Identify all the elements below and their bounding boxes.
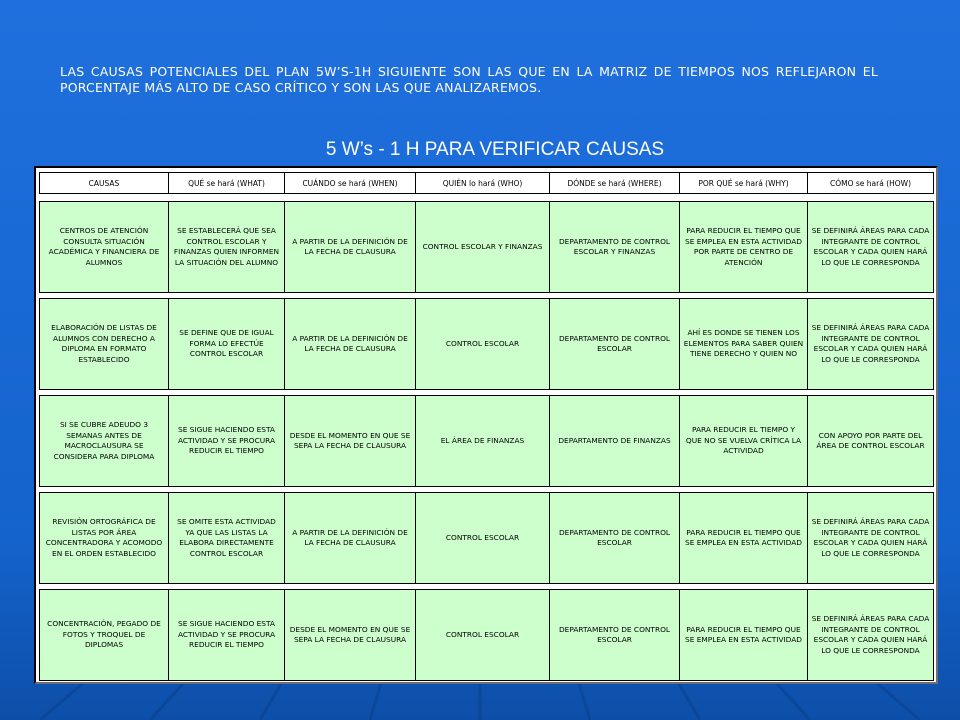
- header-what: QUÉ se hará (WHAT): [168, 172, 285, 194]
- table-row: [39, 298, 939, 390]
- cell-where: DEPARTAMENTO DE CONTROL ESCOLAR Y FINANZAS: [549, 201, 680, 293]
- header-why: POR QUÉ se hará (WHY): [679, 172, 808, 194]
- header-who: QUIÉN lo hará (WHO): [415, 172, 550, 194]
- cell-what: SE SIGUE HACIENDO ESTA ACTIVIDAD Y SE PROCURA REDUCIR EL TIEMPO: [168, 589, 285, 681]
- cell-who: CONTROL ESCOLAR: [415, 492, 550, 584]
- cell-how: SE DEFINIRÁ ÁREAS PARA CADA INTEGRANTE DE CONTROL ESCOLAR Y CADA QUIEN HARÁ LO QUE LE CORRESPONDA: [807, 492, 934, 584]
- cell-what: SE OMITE ESTA ACTIVIDAD YA QUE LAS LISTAS LA ELABORA DIRECTAMENTE CONTROL ESCOLAR: [168, 492, 285, 584]
- cell-when: A PARTIR DE LA DEFINICIÓN DE LA FECHA DE CLAUSURA: [284, 298, 416, 390]
- causes-table: [34, 166, 938, 684]
- cell-causa: SI SE CUBRE ADEUDO 3 SEMANAS ANTES DE MACROCLAUSURA SE CONSIDERA PARA DIPLOMA: [39, 395, 169, 487]
- cell-who: CONTROL ESCOLAR: [415, 298, 550, 390]
- cell-what: SE ESTABLECERÁ QUE SEA CONTROL ESCOLAR Y FINANZAS QUIEN INFORMEN LA SITUACIÓN DEL ALUMNO: [168, 201, 285, 293]
- cell-who: EL ÁREA DE FINANZAS: [415, 395, 550, 487]
- cell-when: DESDE EL MOMENTO EN QUE SE SEPA LA FECHA DE CLAUSURA: [284, 589, 416, 681]
- header-where: DÓNDE se hará (WHERE): [549, 172, 680, 194]
- cell-where: DEPARTAMENTO DE CONTROL ESCOLAR: [549, 589, 680, 681]
- cell-why: PARA REDUCIR EL TIEMPO Y QUE NO SE VUELVA CRÍTICA LA ACTIVIDAD: [679, 395, 808, 487]
- table-row: [39, 395, 939, 487]
- cell-why: PARA REDUCIR EL TIEMPO QUE SE EMPLEA EN ESTA ACTIVIDAD: [679, 492, 808, 584]
- intro-paragraph: LAS CAUSAS POTENCIALES DEL PLAN 5W’S-1H SIGUIENTE SON LAS QUE EN LA MATRIZ DE TIEMPOS NOS REFLEJARON EL PORCENTAJE MÁS ALTO DE CASO CRÍTICO Y SON LAS QUE ANALIZAREMOS.: [60, 64, 878, 95]
- header-when: CUÁNDO se hará (WHEN): [284, 172, 416, 194]
- cell-when: A PARTIR DE LA DEFINICIÓN DE LA FECHA DE CLAUSURA: [284, 492, 416, 584]
- cell-what: SE DEFINE QUE DE IGUAL FORMA LO EFECTÚE CONTROL ESCOLAR: [168, 298, 285, 390]
- table-row: [39, 201, 939, 293]
- cell-how: SE DEFINIRÁ ÁREAS PARA CADA INTEGRANTE DE CONTROL ESCOLAR Y CADA QUIEN HARÁ LO QUE LE CORRESPONDA: [807, 201, 934, 293]
- cell-who: CONTROL ESCOLAR Y FINANZAS: [415, 201, 550, 293]
- cell-causa: REVISIÓN ORTOGRÁFICA DE LISTAS POR ÁREA CONCENTRADORA Y ACOMODO EN EL ORDEN ESTABLECIDO: [39, 492, 169, 584]
- table-row: [39, 589, 939, 681]
- cell-where: DEPARTAMENTO DE FINANZAS: [549, 395, 680, 487]
- slide-title: 5 W’s - 1 H PARA VERIFICAR CAUSAS: [325, 139, 665, 160]
- cell-what: SE SIGUE HACIENDO ESTA ACTIVIDAD Y SE PROCURA REDUCIR EL TIEMPO: [168, 395, 285, 487]
- cell-when: DESDE EL MOMENTO EN QUE SE SEPA LA FECHA DE CLAUSURA: [284, 395, 416, 487]
- cell-where: DEPARTAMENTO DE CONTROL ESCOLAR: [549, 298, 680, 390]
- cell-causa: ELABORACIÓN DE LISTAS DE ALUMNOS CON DERECHO A DIPLOMA EN FORMATO ESTABLECIDO: [39, 298, 169, 390]
- header-how: CÓMO se hará (HOW): [807, 172, 934, 194]
- cell-why: PARA REDUCIR EL TIEMPO QUE SE EMPLEA EN ESTA ACTIVIDAD: [679, 589, 808, 681]
- cell-how: SE DEFINIRÁ ÁREAS PARA CADA INTEGRANTE DE CONTROL ESCOLAR Y CADA QUIEN HARÁ LO QUE LE CORRESPONDA: [807, 589, 934, 681]
- cell-when: A PARTIR DE LA DEFINICIÓN DE LA FECHA DE CLAUSURA: [284, 201, 416, 293]
- table-header-row: [39, 172, 934, 194]
- table-row: [39, 492, 939, 584]
- cell-causa: CENTROS DE ATENCIÓN CONSULTA SITUACIÓN ACADÉMICA Y FINANCIERA DE ALUMNOS: [39, 201, 169, 293]
- cell-why: PARA REDUCIR EL TIEMPO QUE SE EMPLEA EN ESTA ACTIVIDAD POR PARTE DE CENTRO DE ATENCIÓN: [679, 201, 808, 293]
- table-body: [36, 201, 939, 682]
- cell-how: SE DEFINIRÁ ÁREAS PARA CADA INTEGRANTE DE CONTROL ESCOLAR Y CADA QUIEN HARÁ LO QUE LE CORRESPONDA: [807, 298, 934, 390]
- cell-where: DEPARTAMENTO DE CONTROL ESCOLAR: [549, 492, 680, 584]
- cell-who: CONTROL ESCOLAR: [415, 589, 550, 681]
- header-causas: CAUSAS: [39, 172, 169, 194]
- cell-how: CON APOYO POR PARTE DEL ÁREA DE CONTROL ESCOLAR: [807, 395, 934, 487]
- cell-why: AHÍ ES DONDE SE TIENEN LOS ELEMENTOS PARA SABER QUIEN TIENE DERECHO Y QUIEN NO: [679, 298, 808, 390]
- cell-causa: CONCENTRACIÓN, PEGADO DE FOTOS Y TROQUEL DE DIPLOMAS: [39, 589, 169, 681]
